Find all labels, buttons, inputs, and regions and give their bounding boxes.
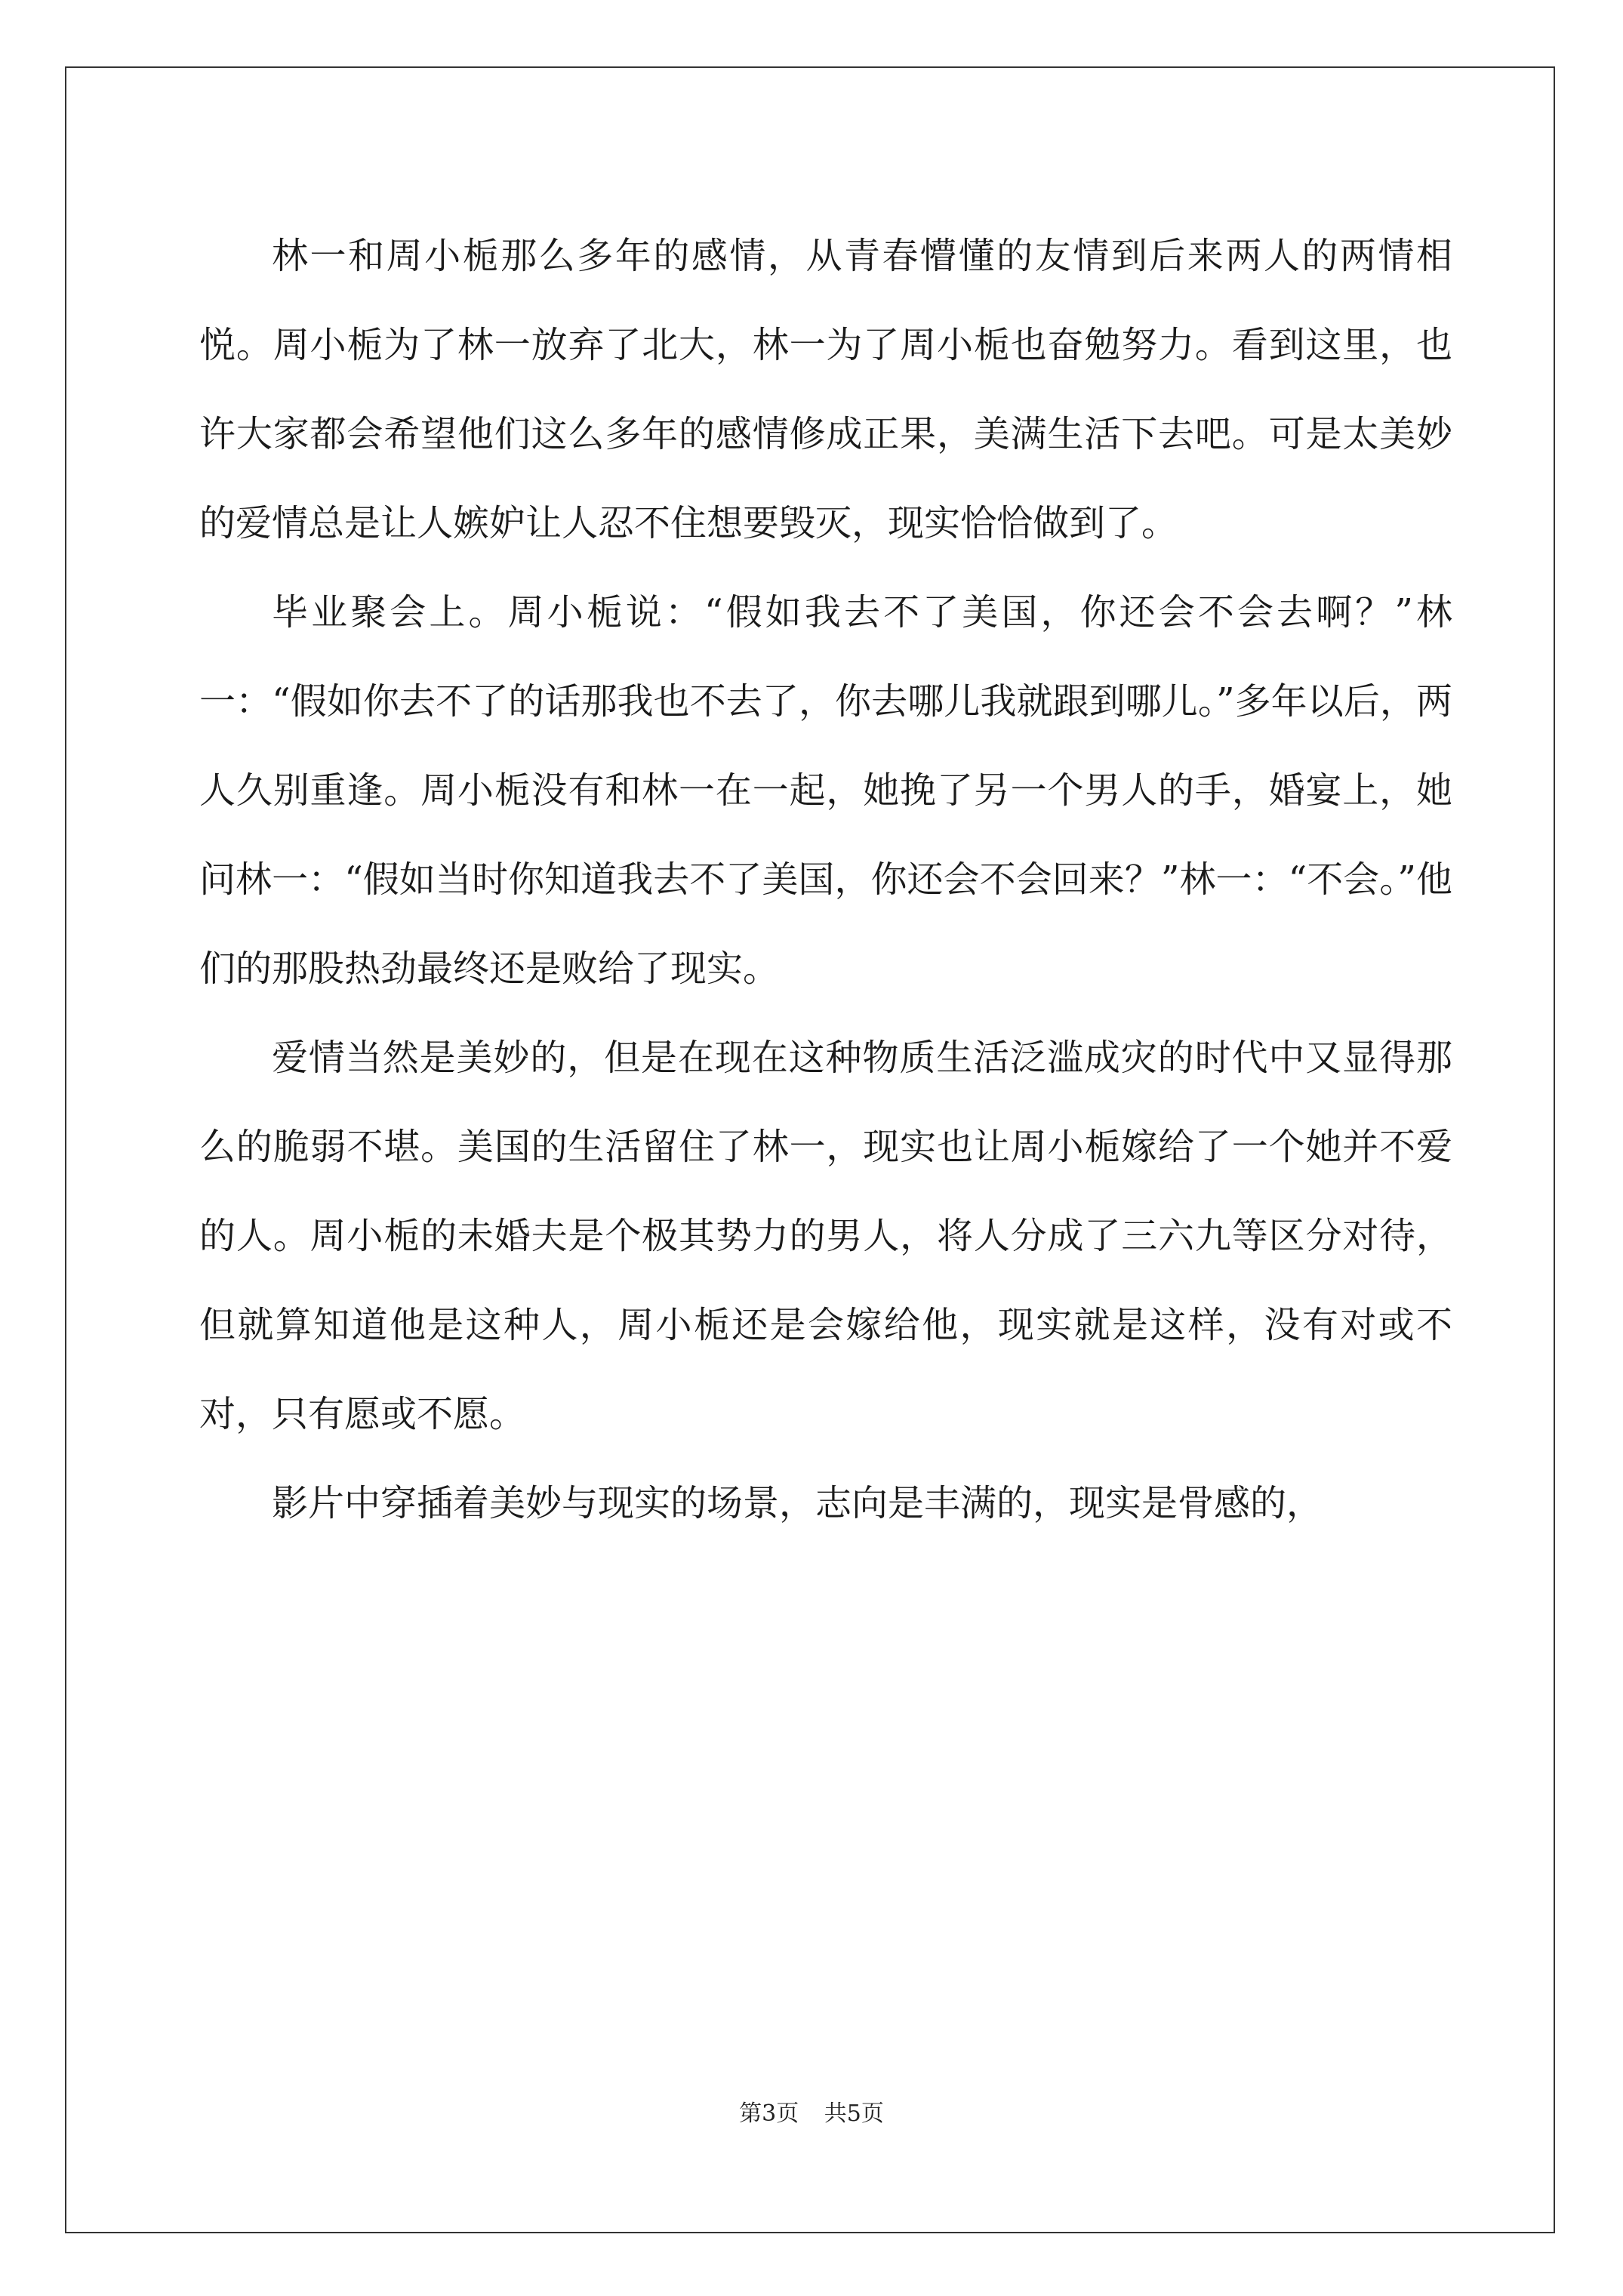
page-footer [0,2099,1623,2129]
paragraph-4: 影片中穿插着美妙与现实的场景，志向是丰满的，现实是骨感的， [272,1482,1323,1524]
paragraph-2: 毕业聚会上。周小栀说：“假如我去不了美国，你还会不会去啊？”林一：“假如你去不了的话那我也不去了，你去哪儿我就跟到哪儿。”多年以后，两人久别重逢。周小栀没有和林一在一起，她挽了另一个男人的手，婚宴上，她问林一：“假如当时你知道我去不了美国，你还会不会回来？”林一：“不会。”他们的那股热劲最终还是败给了现实。 [199,591,1452,990]
page-total: 共5页 [824,2100,884,2127]
body-text [199,211,1452,1548]
paragraph-3: 爱情当然是美妙的，但是在现在这种物质生活泛滥成灾的时代中又显得那么的脆弱不堪。美国的生活留住了林一，现实也让周小栀嫁给了一个她并不爱的人。周小栀的未婚夫是个极其势力的男人，将人分成了三六九等区分对待，但就算知道他是这种人，周小栀还是会嫁给他，现实就是这样，没有对或不对，只有愿或不愿。 [199,1037,1452,1435]
page-number: 第3页 [739,2100,799,2127]
paragraph-1: 林一和周小栀那么多年的感情，从青春懵懂的友情到后来两人的两情相悦。周小栀为了林一放弃了北大，林一为了周小栀也奋勉努力。看到这里，也许大家都会希望他们这么多年的感情修成正果，美满生活下去吧。可是太美妙的爱情总是让人嫉妒让人忍不住想要毁灭，现实恰恰做到了。 [199,235,1452,544]
